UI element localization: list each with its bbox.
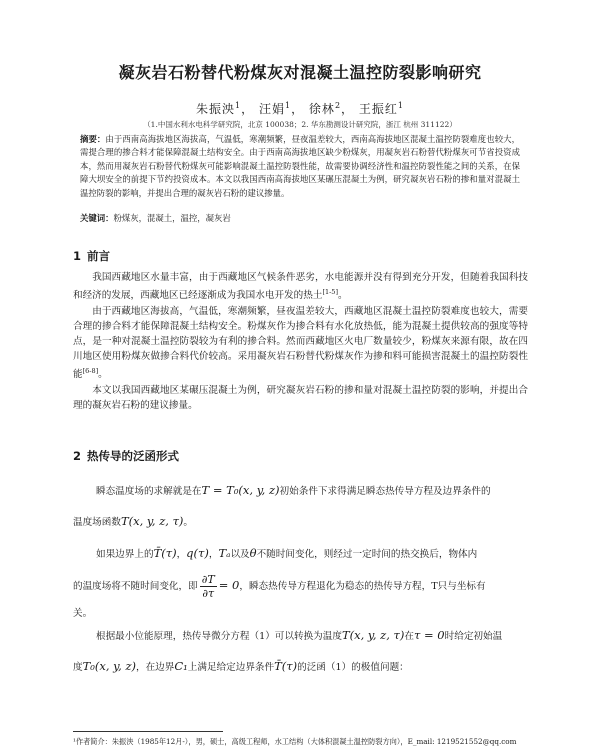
text: 温度场函数 [73,517,121,528]
math-expression: T̄(τ) [153,546,177,560]
text: 瞬态温度场的求解就是在 [96,486,202,497]
section-title: 热传导的泛函形式 [87,449,180,463]
citation: [1-5] [322,288,338,297]
abstract [80,133,520,200]
affiliation: （1.中国水利水电科学研究院，北京 100038；2. 华东勘测设计研究院，浙江 杭州 311122） [143,120,457,129]
text: 的泛函（1）的极值问题： [297,662,409,673]
author-name: 徐林 [308,102,335,116]
equation-line [73,605,92,619]
equation-line: 如果边界上的T̄(τ)，q(τ)，Tₐ以及θ不随时间变化，则经过一定时间的热交换后，物体内 [96,546,478,560]
text: 根据最小位能原理，热传导微分方程（1）可以转换为温度 [96,631,342,642]
citation: [6-8] [82,367,99,376]
math-expression: Tₐ [218,546,231,560]
paragraph-text: 由于西藏地区海拔高，气温低，寒潮频繁，昼夜温差较大，西藏地区混凝土温控防裂难度也较大，需要合理的掺合料才能保障混凝土结构安全。粉煤灰作为掺合料有水化放热低，能为混凝土提供较高的强度等特点，是一种对混凝土温控防裂较为有利的掺合料。然而西藏地区火电厂数量较少，粉煤灰来源有限，故在四川地区使用粉煤灰做掺合料代价较高。采用凝灰岩石粉替代粉煤灰作为掺和料可能损害混凝土的温控防裂性能 [73,305,528,381]
math-expression: T = T₀(x, y, z) [201,483,280,497]
math-expression: = 0 [218,578,240,592]
author-affil-marker: 1 [235,101,242,110]
paragraph-end: 。 [337,290,348,302]
text: 度 [73,662,83,673]
equation-line [73,514,193,528]
author-name: 朱振泱 [196,102,236,116]
numerator: ∂T [201,573,215,586]
math-expression: C₁ [174,659,188,673]
author-affil-marker: 1 [284,101,292,110]
text: 以及 [230,549,250,560]
author-separator: ， [341,102,355,116]
equation-line [73,659,409,673]
text: 关。 [73,608,93,619]
text: 。 [183,517,194,528]
denominator: ∂τ [202,587,215,600]
author-separator: ， [241,102,255,116]
abstract-label: 摘要： [80,134,106,144]
keywords [80,212,520,224]
math-expression: T(x, y, z, τ) [120,514,184,528]
paragraph [73,270,528,304]
math-expression: θ [249,546,257,560]
text: 不随时间变化，则经过一定时间的热交换后，物体内 [256,549,478,560]
math-expression: T(x, y, z, τ) [341,628,405,642]
author-affil-marker: 2 [334,101,342,110]
footnote-divider [73,731,223,732]
paragraph: 本文以我国西藏地区某碾压混凝土为例，研究凝灰岩石粉的掺和量对混凝土温控防裂的影响，并提出合理的凝灰岩石粉的建议掺量。 [73,384,528,411]
section-number: 1 [73,249,82,263]
equation-line [73,573,486,600]
section-heading-2 [73,448,179,464]
text: ，在边界 [135,662,175,673]
section-number: 2 [73,449,82,463]
equation-line [96,628,502,642]
author-separator: ， [291,102,305,116]
fraction [200,573,217,600]
paragraph-end: 。 [98,369,108,381]
author-name: 汪娟 [258,102,285,116]
abstract-text: 由于西南高海拔地区海拔高，气温低，寒潮频繁，昼夜温差较大，西南高海拔地区混凝土温控防裂难度也较大，需提合理的掺合料才能保障混凝土结构安全。由于西南高海拔地区缺少粉煤灰，用凝灰岩石粉替代粉煤灰可节省投资成本，然而用凝灰岩石粉替代粉煤灰可能影响混凝土温控防裂性能，故需要协调经济性和温控防裂性能之间的关系，在保障大坝安全的前提下节约投资成本。本文以我国西南高海拔地区某碾压混凝土为例，研究凝灰岩石粉的掺和量对混凝土温控防裂的影响，并提出合理的凝灰岩石粉的建议掺量。 [80,134,520,198]
math-expression: T₀(x, y, z) [82,659,136,673]
text: 上满足给定边界条件 [187,662,275,673]
section-title: 前言 [87,249,111,263]
text: 时给定初始温 [444,631,503,642]
author-list [0,100,600,117]
equation-line [96,483,491,497]
text: 的温度场将不随时间变化，即 [73,581,198,592]
paper-title: 凝灰岩石粉替代粉煤灰对混凝土温控防裂影响研究 [118,63,482,82]
text: 如果边界上的 [96,549,154,560]
paragraph-text: 我国西藏地区水量丰富，由于西藏地区气候条件恶劣，水电能源并没有得到充分开发，但随着我国科技和经济的发展，西藏地区已经逐渐成为我国水电开发的热土 [73,272,528,302]
text: 初始条件下求得满足瞬态热传导方程及边界条件的 [279,486,491,497]
math-expression: q(τ) [186,546,209,560]
paragraph [73,304,528,383]
author-affil-marker: 1 [397,101,404,110]
footnote: ¹作者简介：朱振泱（1985年12月-），男，硕士，高级工程师，水工结构（大体积混凝土温控防裂方向），E_mail: 1219521552@qq.com [73,737,517,746]
section-heading-1 [73,248,110,264]
math-expression: T̄(τ) [274,659,298,673]
text: ，瞬态热传导方程退化为稳态的热传导方程，T只与坐标有 [239,581,486,592]
author-name: 王振红 [358,102,398,116]
keywords-label: 关键词： [80,213,114,223]
keywords-text: 粉煤灰，混凝土，温控，凝灰岩 [113,213,231,223]
math-expression: τ = 0 [414,628,445,642]
section-1-body [73,270,528,413]
text: 在 [404,631,414,642]
